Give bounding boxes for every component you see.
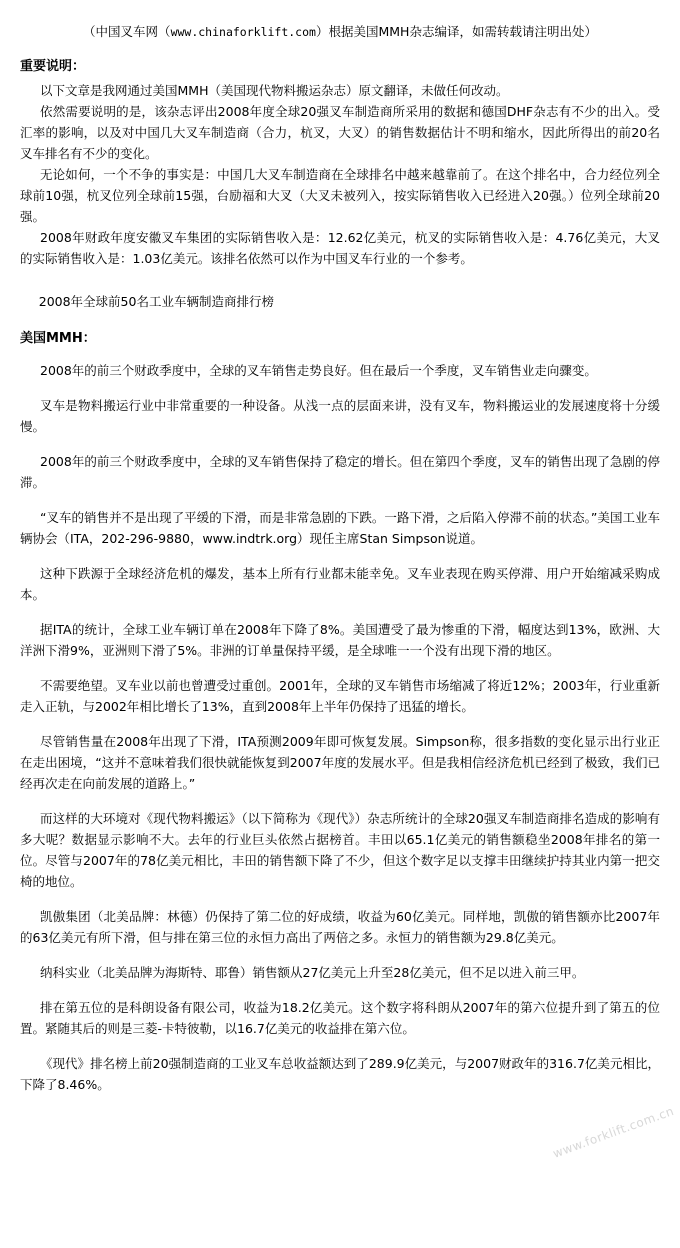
body-paragraph: 这种下跌源于全球经济危机的爆发，基本上所有行业都未能幸免。叉车业表现在购买停滞、用户开始缩减采购成本。 [20, 566, 660, 602]
body-paragraph: 排在第五位的是科朗设备有限公司，收益为18.2亿美元。这个数字将科朗从2007年的第六位提升到了第五的位置。紧随其后的则是三菱-卡特彼勒，以16.7亿美元的收益排在第六位。 [20, 1000, 660, 1036]
body-paragraph: 2008年的前三个财政季度中，全球的叉车销售保持了稳定的增长。但在第四个季度，叉车的销售出现了急剧的停滞。 [20, 454, 660, 490]
source-prefix: （中国叉车网（ [83, 24, 171, 39]
notice-heading: 重要说明： [20, 59, 86, 74]
source-suffix: ）根据美国MMH杂志编译，如需转载请注明出处） [315, 24, 597, 39]
notice-block [20, 80, 660, 269]
body-paragraph: 叉车是物料搬运行业中非常重要的一种设备。从浅一点的层面来讲，没有叉车，物料搬运业的发展速度将十分缓慢。 [20, 398, 660, 434]
notice-paragraph: 无论如何，一个不争的事实是：中国几大叉车制造商在全球排名中越来越靠前了。在这个排名中，合力经位列全球前10强，杭叉位列全球前15强，台励福和大叉（大叉未被列入，按实际销售收入已经进入20强。）位列全球前20强。 [20, 167, 660, 224]
section-heading-text: 美国MMH： [20, 331, 96, 346]
section-heading [20, 328, 660, 350]
body-paragraph: 而这样的大环境对《现代物料搬运》（以下简称为《现代》）杂志所统计的全球20强叉车制造商排名造成的影响有多大呢？数据显示影响不大。去年的行业巨头依然占据榜首。丰田以65.1亿美元的销售额稳坐2008年排名的第一位。尽管与2007年的78亿美元相比，丰田的销售额下降了不少，但这个数字足以支撑丰田继续护持其业内第一把交椅的地位。 [20, 811, 660, 889]
source-url: www.chinaforklift.com [170, 25, 316, 39]
body-paragraph: 《现代》排名榜上前20强制造商的工业叉车总收益额达到了289.9亿美元，与2007财政年的316.7亿美元相比，下降了8.46%。 [20, 1056, 660, 1092]
body-paragraph: 2008年的前三个财政季度中，全球的叉车销售走势良好。但在最后一个季度，叉车销售业走向骤变。 [40, 363, 597, 378]
body-paragraph: 不需要绝望。叉车业以前也曾遭受过重创。2001年，全球的叉车销售市场缩减了将近12%；2003年，行业重新走入正轨，与2002年相比增长了13%，直到2008年上半年仍保持了迅猛的增长。 [20, 678, 660, 714]
ranking-title: 2008年全球前50名工业车辆制造商排行榜 [38, 294, 274, 309]
spacer [20, 269, 660, 291]
body-paragraph: “叉车的销售并不是出现了平缓的下滑，而是非常急剧的下跌。一路下滑，之后陷入停滞不前的状态。”美国工业车辆协会（ITA，202-296-9880，www.indtrk.org）现任主席Stan Simpson说道。 [20, 510, 660, 546]
source-attribution [20, 22, 660, 42]
body-paragraph: 凯傲集团（北美品牌：林德）仍保持了第二位的好成绩，收益为60亿美元。同样地，凯傲的销售额亦比2007年的63亿美元有所下滑，但与排在第三位的永恒力高出了两倍之多。永恒力的销售额为29.8亿美元。 [20, 909, 660, 945]
watermark: www.forklift.com.cn [550, 1103, 676, 1161]
body-paragraph: 纳科实业（北美品牌为海斯特、耶鲁）销售额从27亿美元上升至28亿美元，但不足以进入前三甲。 [40, 965, 585, 980]
body-paragraph: 尽管销售量在2008年出现了下滑，ITA预测2009年即可恢复发展。Simpson称，很多指数的变化显示出行业正在走出困境，“这并不意味着我们很快就能恢复到2007年度的发展水平。但是我相信经济危机已经到了极致，我们已经再次走在向前发展的道路上。” [20, 734, 660, 791]
spacer [20, 312, 660, 328]
notice-paragraph: 以下文章是我网通过美国MMH（美国现代物料搬运杂志）原文翻译，未做任何改动。 [40, 83, 509, 98]
spacer [20, 350, 660, 360]
notice-paragraph: 依然需要说明的是，该杂志评出2008年度全球20强叉车制造商所采用的数据和德国DHF杂志有不少的出入。受汇率的影响，以及对中国几大叉车制造商（合力，杭叉，大叉）的销售数据估计不明和缩水，因此所得出的前20名叉车排名有不少的变化。 [20, 104, 660, 161]
notice-paragraph: 2008年财政年度安徽叉车集团的实际销售收入是：12.62亿美元，杭叉的实际销售收入是：4.76亿美元，大叉的实际销售收入是：1.03亿美元。该排名依然可以作为中国叉车行业的一个参考。 [20, 230, 660, 266]
body-paragraph: 据ITA的统计，全球工业车辆订单在2008年下降了8%。美国遭受了最为惨重的下滑，幅度达到13%，欧洲、大洋洲下滑9%，亚洲则下滑了5%。非洲的订单量保持平缓，是全球唯一一个没有出现下滑的地区。 [20, 622, 660, 658]
article-body [20, 360, 660, 1095]
